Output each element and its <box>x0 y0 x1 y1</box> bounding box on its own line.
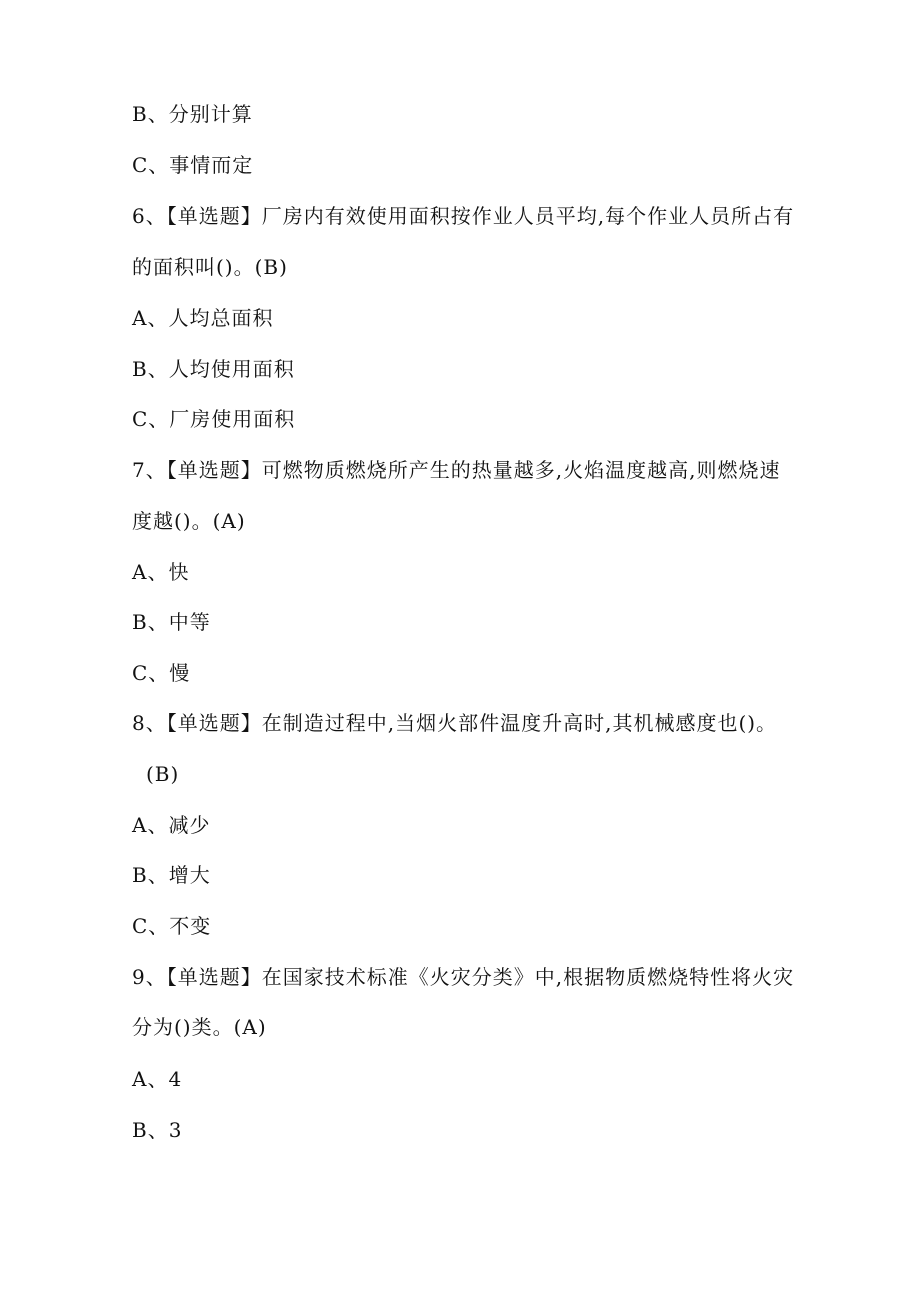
question-line: 9、【单选题】在国家技术标准《火灾分类》中,根据物质燃烧特性将火灾 <box>132 965 795 989</box>
option-line: C、事情而定 <box>132 153 254 177</box>
option-line: B、分别计算 <box>132 102 253 126</box>
option-line: C、不变 <box>132 914 212 938</box>
option-line: B、中等 <box>132 610 211 634</box>
question-line: 的面积叫()。(B) <box>132 255 288 279</box>
option-line: C、慢 <box>132 661 191 685</box>
question-line: 度越()。(A) <box>132 509 246 533</box>
option-line: A、减少 <box>132 813 211 837</box>
question-line: 8、【单选题】在制造过程中,当烟火部件温度升高时,其机械感度也()。 <box>132 711 778 735</box>
question-line: 7、【单选题】可燃物质燃烧所产生的热量越多,火焰温度越高,则燃烧速 <box>132 458 781 482</box>
option-line: B、增大 <box>132 863 211 887</box>
option-line: A、4 <box>132 1067 183 1091</box>
option-line: A、人均总面积 <box>132 306 274 330</box>
question-line: (B) <box>146 762 180 786</box>
option-line: B、人均使用面积 <box>132 357 295 381</box>
option-line: A、快 <box>132 560 190 584</box>
question-line: 6、【单选题】厂房内有效使用面积按作业人员平均,每个作业人员所占有 <box>132 204 795 228</box>
option-line: B、3 <box>132 1118 183 1142</box>
option-line: C、厂房使用面积 <box>132 407 296 431</box>
question-line: 分为()类。(A) <box>132 1015 267 1039</box>
